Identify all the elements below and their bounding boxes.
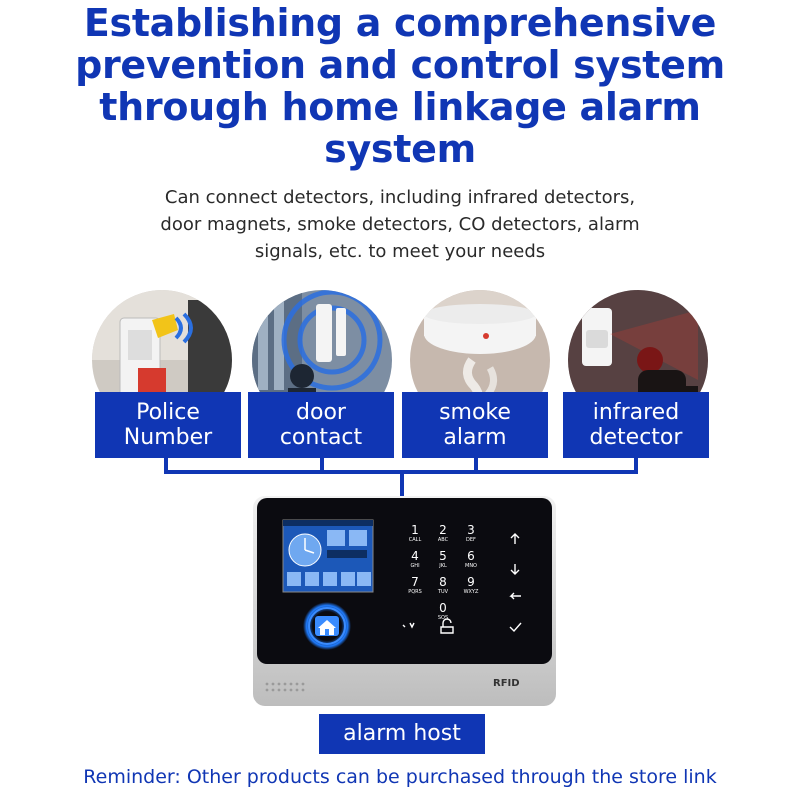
key-digit: 6	[467, 549, 475, 563]
headline-line: Establishing a comprehensive	[83, 1, 717, 45]
key-0[interactable]	[429, 602, 457, 622]
keypad	[401, 524, 485, 622]
key-1[interactable]	[401, 524, 429, 544]
key-sub: DEF	[466, 537, 476, 543]
key-3[interactable]	[457, 524, 485, 544]
key-sub: GHI	[410, 563, 420, 569]
label-line: detector	[589, 425, 683, 450]
description-line: Can connect detectors, including infrared detectors,	[164, 187, 636, 208]
label-line: Police	[136, 400, 200, 425]
key-sub: JKL	[439, 563, 447, 569]
key-sub: MNO	[465, 563, 477, 569]
key-digit: 4	[411, 549, 419, 563]
label-line: contact	[279, 425, 363, 450]
police-number-label	[95, 392, 241, 458]
key-6[interactable]	[457, 550, 485, 570]
label-line: alarm	[443, 425, 507, 450]
key-sub: ABC	[437, 537, 449, 543]
reminder-text: Reminder: Other products can be purchased through the store link	[83, 766, 717, 788]
rfid-mark: RFID	[493, 678, 520, 689]
headline	[0, 2, 800, 170]
door-contact-label	[248, 392, 394, 458]
label-line: Number	[123, 425, 213, 450]
key-digit: 2	[439, 523, 447, 537]
key-digit: 3	[467, 523, 475, 537]
key-sub: TUV	[437, 589, 449, 595]
key-sub: SOS	[437, 615, 449, 621]
key-digit: 1	[411, 523, 419, 537]
headline-line: system	[324, 127, 476, 171]
description-line: door magnets, smoke detectors, CO detectors, alarm	[160, 214, 640, 235]
infrared-detector-label	[563, 392, 709, 458]
alarm-host-device	[253, 496, 556, 706]
key-9[interactable]	[457, 576, 485, 596]
key-sub: CALL	[408, 537, 422, 543]
key-7[interactable]	[401, 576, 429, 596]
label-line: infrared	[592, 400, 680, 425]
label-line: smoke	[439, 400, 511, 425]
key-2[interactable]	[429, 524, 457, 544]
headline-line: prevention and control system	[75, 43, 725, 87]
key-digit: 8	[439, 575, 447, 589]
key-digit: 7	[411, 575, 419, 589]
key-digit: 5	[439, 549, 447, 563]
key-8[interactable]	[429, 576, 457, 596]
key-sub: WXYZ	[463, 589, 479, 595]
key-5[interactable]	[429, 550, 457, 570]
key-blank	[401, 602, 429, 622]
connector-line	[400, 470, 404, 496]
key-sub: PQRS	[408, 589, 422, 595]
description	[0, 184, 800, 265]
key-digit: 0	[439, 601, 447, 615]
description-line: signals, etc. to meet your needs	[254, 241, 546, 262]
key-4[interactable]	[401, 550, 429, 570]
alarm-host-label: alarm host	[319, 714, 485, 754]
headline-line: through home linkage alarm	[99, 85, 701, 129]
label-line: door	[296, 400, 346, 425]
key-digit: 9	[467, 575, 475, 589]
smoke-alarm-label	[402, 392, 548, 458]
